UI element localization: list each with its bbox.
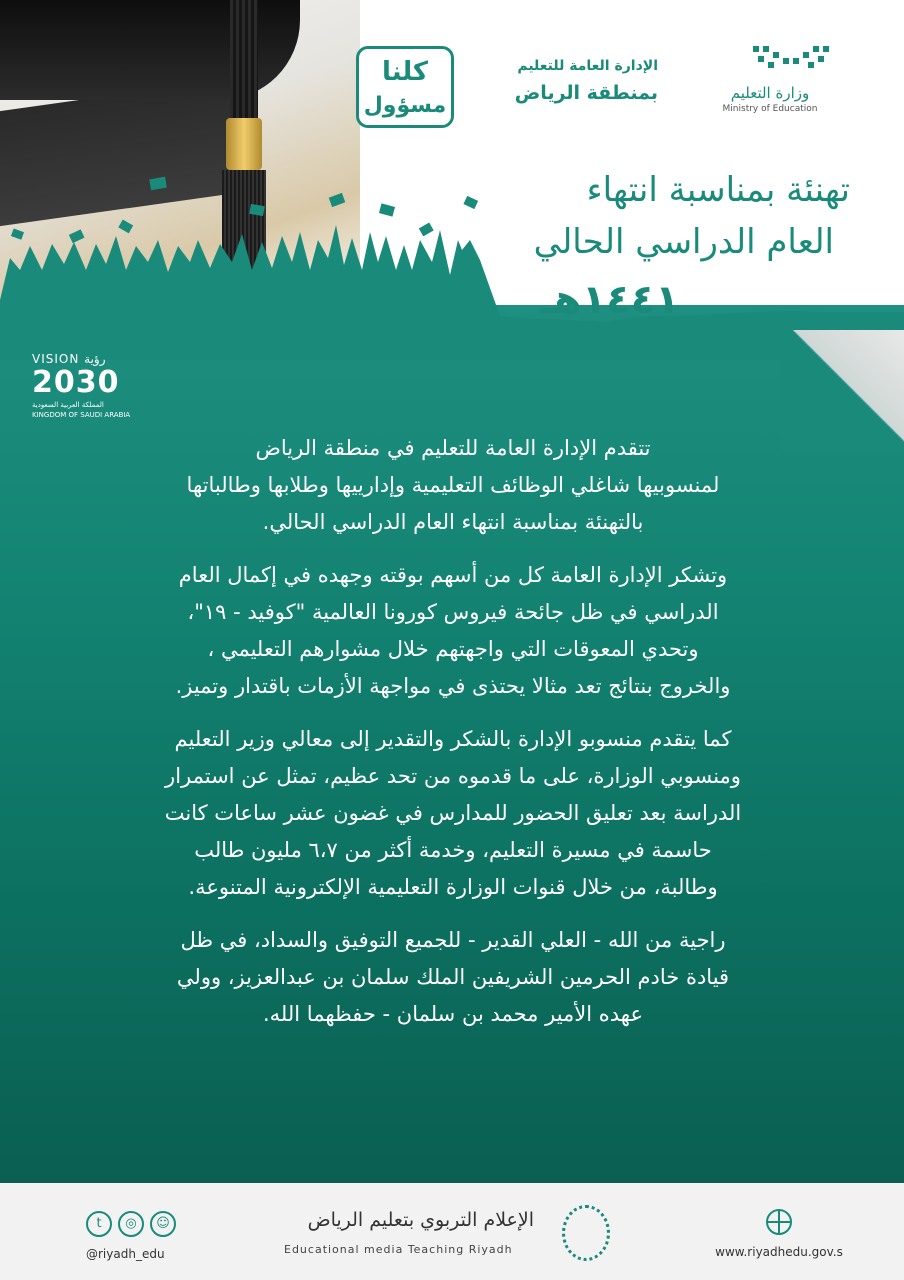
- footer: [0, 1183, 904, 1280]
- paragraph-prayer: [60, 922, 846, 1033]
- body-line: بالتهنئة بمناسبة انتهاء العام الدراسي الحالي.: [262, 510, 644, 534]
- body-line: حاسمة في مسيرة التعليم، وخدمة أكثر من ٦،٧ مليون طالب: [194, 838, 712, 862]
- media-name-arabic: الإعلام التربوي بتعليم الرياض: [307, 1209, 534, 1231]
- vision-country-ar: المملكة العربية السعودية: [32, 401, 104, 409]
- media-logo-icon: [562, 1205, 610, 1261]
- body-line: وتحدي المعوقات التي واجهتهم خلال مشوارهم التعليمي ،: [207, 637, 699, 661]
- body-line: لمنسوبيها شاغلي الوظائف التعليمية وإدارييها وطلابها وطالباتها: [186, 473, 720, 497]
- moe-name-english: Ministry of Education: [722, 104, 818, 114]
- snapchat-icon[interactable]: ☺: [150, 1211, 176, 1237]
- body-line: كما يتقدم منسوبو الإدارة بالشكر والتقدير إلى معالي وزير التعليم: [174, 727, 732, 751]
- body-line: قيادة خادم الحرمين الشريفين الملك سلمان بن عبدالعزيز، وولي: [176, 965, 730, 989]
- instagram-icon[interactable]: ◎: [118, 1211, 144, 1237]
- department-line2: بمنطقة الرياض: [514, 82, 658, 104]
- moe-logo-mark: [745, 40, 845, 84]
- paragraph-minister: [60, 721, 846, 906]
- media-name-english: Educational media Teaching Riyadh: [284, 1243, 513, 1256]
- website-block: [694, 1209, 864, 1259]
- moe-logo: [695, 40, 845, 120]
- body-line: وتشكر الإدارة العامة كل من أسهم بوقته وجهده في إكمال العام: [178, 563, 728, 587]
- twitter-icon[interactable]: t: [86, 1211, 112, 1237]
- vision-country-en: KINGDOM OF SAUDI ARABIA: [32, 411, 131, 419]
- media-brand: [280, 1205, 610, 1265]
- kulluna-word: كلنا: [381, 57, 429, 87]
- vision-word: VISION رؤية: [32, 352, 106, 366]
- page-title: [430, 164, 850, 332]
- title-line1: تهنئة بمناسبة انتهاء: [586, 170, 850, 210]
- body-line: الدراسة بعد تعليق الحضور للمدارس في غضون عشر ساعات كانت: [164, 801, 742, 825]
- paragraph-thanks: [60, 557, 846, 705]
- globe-icon: [766, 1209, 792, 1235]
- body-line: عهده الأمير محمد بن سلمان - حفظهما الله.: [263, 1002, 643, 1026]
- vision-year: 2030: [32, 365, 120, 400]
- department-name: [488, 58, 658, 104]
- message-body: [60, 430, 846, 1049]
- masool-word: مسؤول: [363, 93, 447, 118]
- body-line: الدراسي في ظل جائحة فيروس كورونا العالمية "كوفيد - ١٩"،: [187, 600, 719, 624]
- vision-2030-logo: [32, 352, 132, 426]
- social-links: [86, 1211, 196, 1261]
- title-year: ١٤٤١هـ: [540, 277, 680, 323]
- moe-name-arabic: وزارة التعليم: [730, 84, 810, 102]
- body-line: تتقدم الإدارة العامة للتعليم في منطقة الرياض: [255, 436, 651, 460]
- website-link[interactable]: www.riyadhedu.gov.s: [715, 1245, 843, 1259]
- body-line: راجية من الله - العلي القدير - للجميع التوفيق والسداد، في ظل: [180, 928, 726, 952]
- body-line: وطالبة، من خلال قنوات الوزارة التعليمية الإلكترونية المتنوعة.: [188, 875, 718, 899]
- department-line1: الإدارة العامة للتعليم: [517, 58, 658, 74]
- kulluna-masool-logo: [356, 46, 454, 128]
- social-handle[interactable]: @riyadh_edu: [86, 1247, 165, 1261]
- title-line2: العام الدراسي الحالي: [533, 222, 834, 262]
- body-line: والخروج بنتائج تعد مثالا يحتذى في مواجهة الأزمات باقتدار وتميز.: [175, 674, 731, 698]
- paragraph-congratulations: [60, 430, 846, 541]
- body-line: ومنسوبي الوزارة، على ما قدموه من تحد عظيم، تمثل عن استمرار: [165, 764, 741, 788]
